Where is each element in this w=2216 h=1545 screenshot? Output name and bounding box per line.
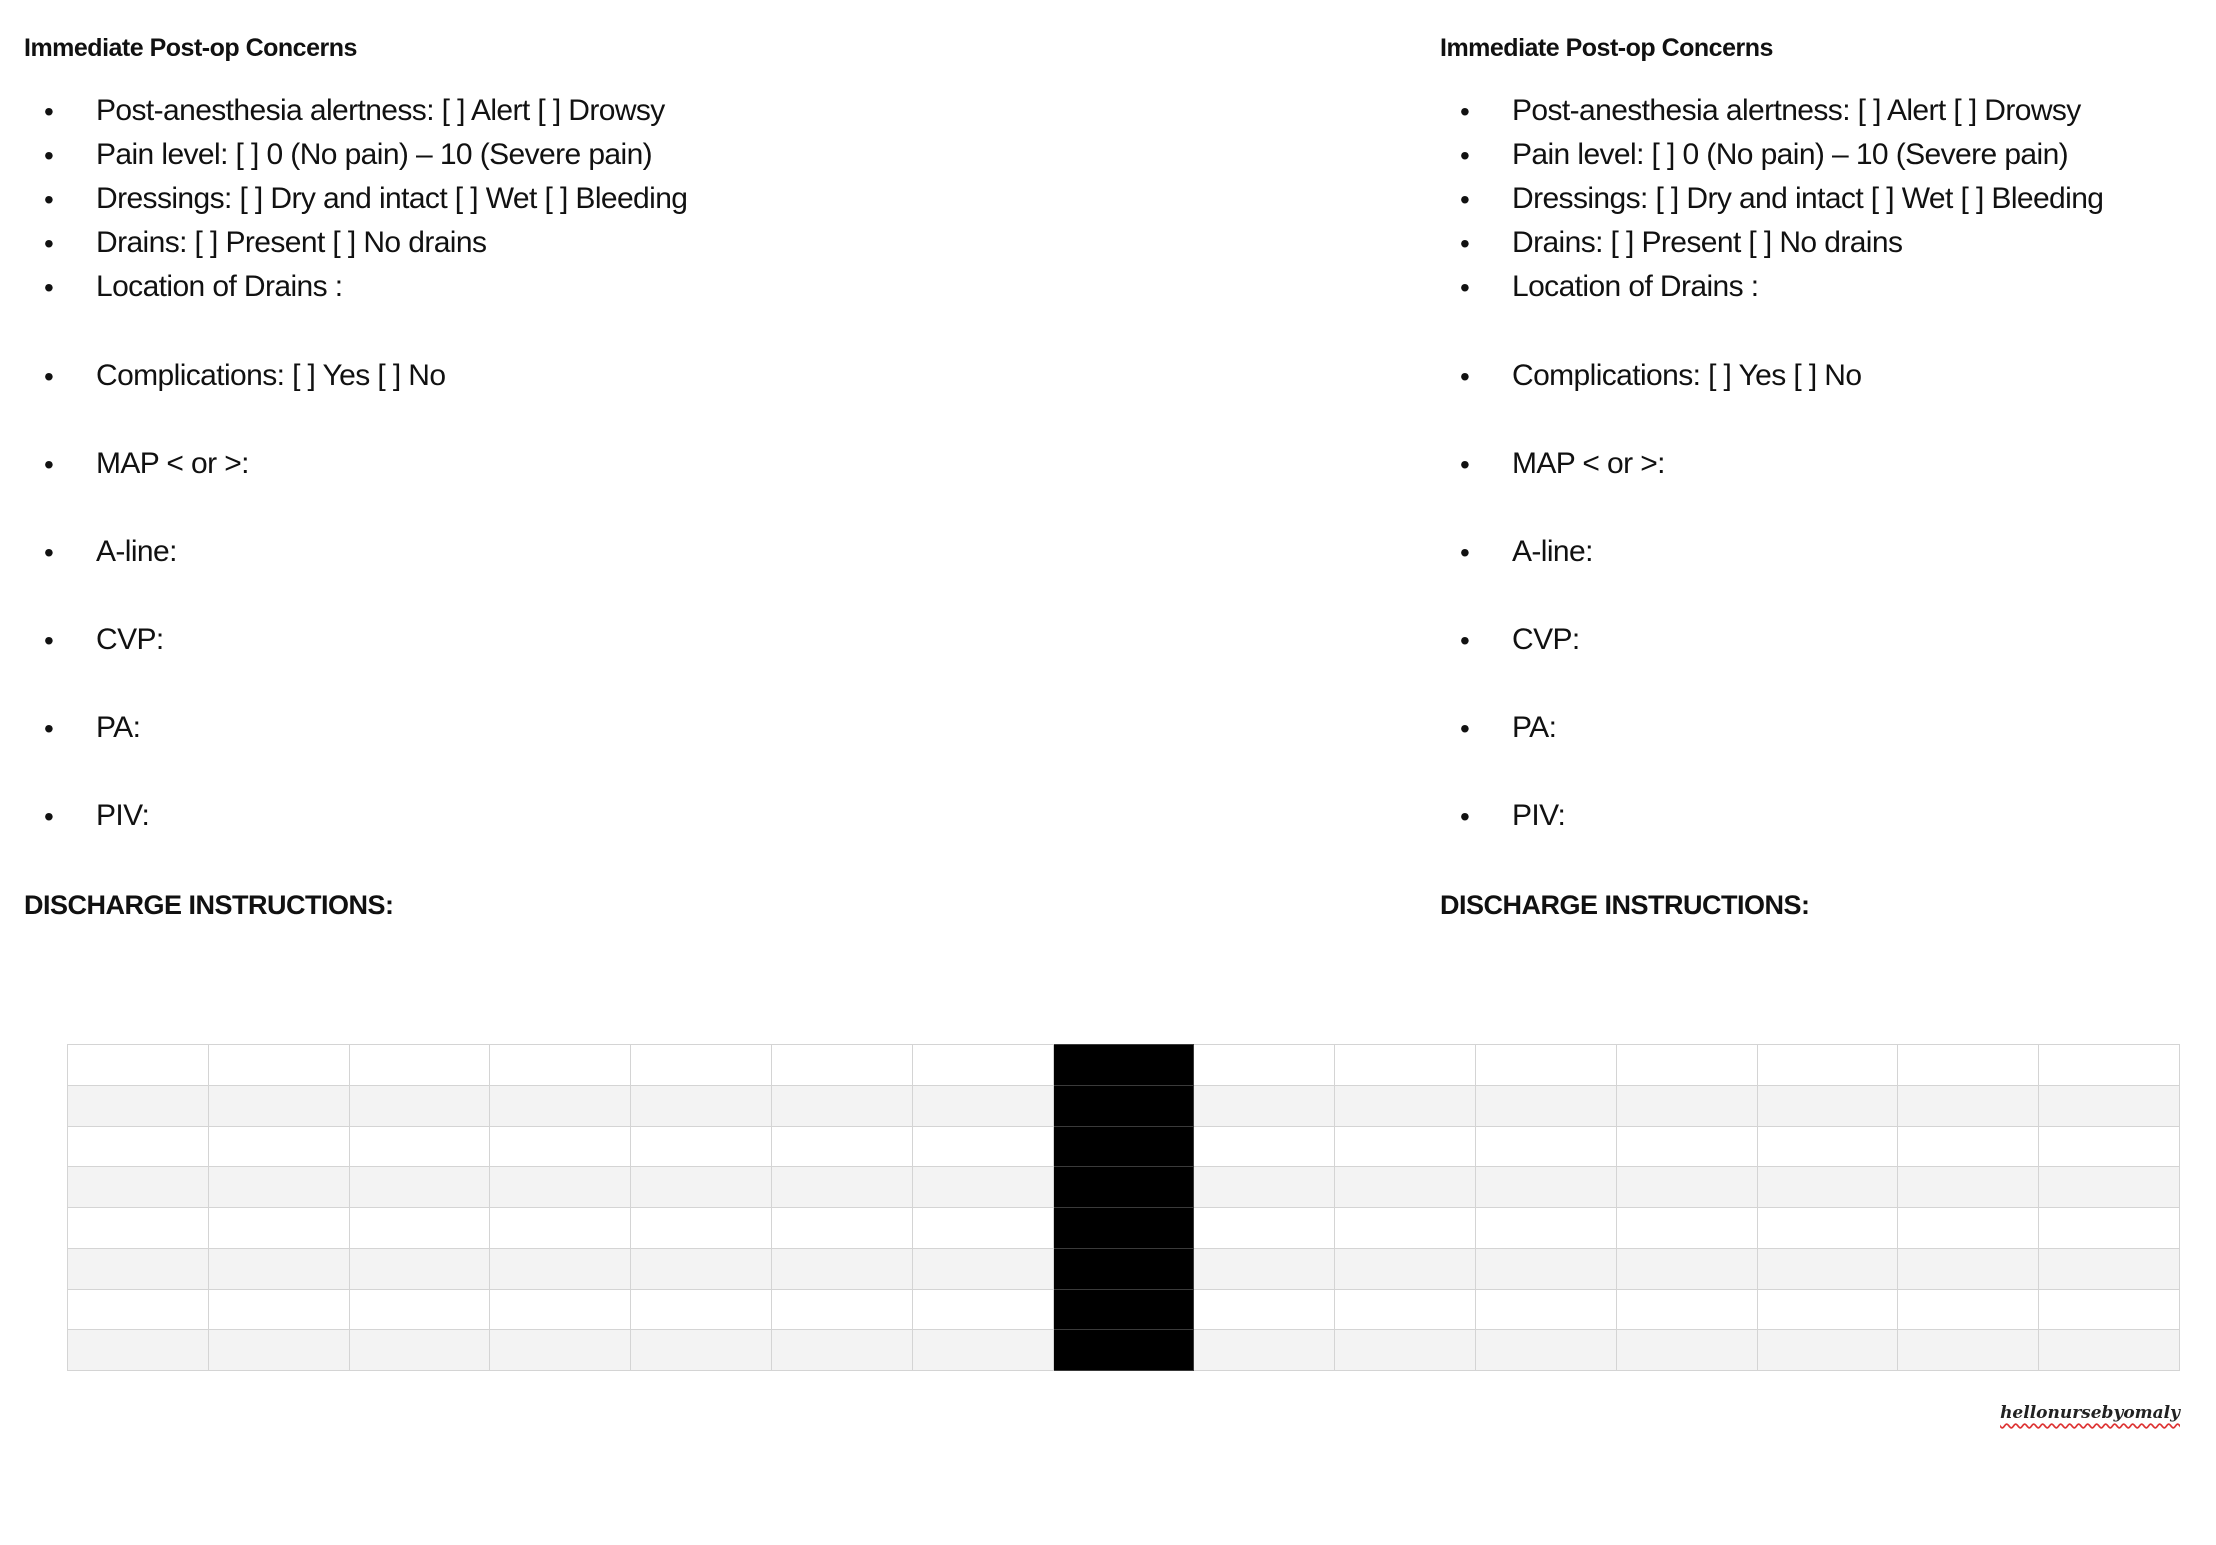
grid-cell xyxy=(1898,1126,2039,1167)
grid-cell xyxy=(2039,1330,2180,1371)
notes-grid xyxy=(67,1044,2180,1371)
bullet-icon: • xyxy=(1460,184,1470,215)
grid-cell xyxy=(631,1208,772,1249)
bullet-icon: • xyxy=(44,184,54,215)
grid-cell xyxy=(1757,1248,1898,1289)
grid-cell xyxy=(2039,1045,2180,1086)
grid-cell xyxy=(1898,1085,2039,1126)
grid-cell xyxy=(1475,1330,1616,1371)
bullet-icon: • xyxy=(1460,228,1470,259)
discharge-heading: DISCHARGE INSTRUCTIONS: xyxy=(24,890,394,920)
bullet-icon: • xyxy=(1460,272,1470,303)
grid-cell xyxy=(490,1330,631,1371)
grid-cell xyxy=(349,1085,490,1126)
bullet-icon: • xyxy=(1460,801,1470,832)
bullet-icon: • xyxy=(44,449,54,480)
grid-cell xyxy=(912,1085,1053,1126)
grid-cell xyxy=(349,1167,490,1208)
grid-row xyxy=(68,1248,2180,1289)
bullet-icon: • xyxy=(44,272,54,303)
bullet-icon: • xyxy=(1460,449,1470,480)
grid-cell xyxy=(490,1167,631,1208)
grid-cell xyxy=(1475,1126,1616,1167)
grid-cell xyxy=(349,1330,490,1371)
grid-row xyxy=(68,1167,2180,1208)
grid-row xyxy=(68,1330,2180,1371)
grid-cell xyxy=(490,1208,631,1249)
grid-cell xyxy=(1616,1167,1757,1208)
grid-cell-dark xyxy=(1053,1208,1194,1249)
grid-cell xyxy=(68,1208,209,1249)
grid-cell xyxy=(1616,1208,1757,1249)
grid-cell xyxy=(2039,1085,2180,1126)
grid-cell xyxy=(349,1248,490,1289)
grid-cell xyxy=(208,1167,349,1208)
grid-cell xyxy=(349,1045,490,1086)
grid-cell xyxy=(631,1330,772,1371)
grid-cell xyxy=(208,1330,349,1371)
grid-cell xyxy=(1335,1248,1476,1289)
bullet-icon: • xyxy=(44,228,54,259)
grid-cell-dark xyxy=(1053,1045,1194,1086)
grid-cell xyxy=(2039,1208,2180,1249)
grid-cell-dark xyxy=(1053,1085,1194,1126)
grid-cell xyxy=(1194,1126,1335,1167)
grid-cell xyxy=(349,1289,490,1330)
grid-cell xyxy=(912,1045,1053,1086)
grid-cell xyxy=(1757,1289,1898,1330)
grid-cell xyxy=(1194,1208,1335,1249)
grid-cell xyxy=(1335,1289,1476,1330)
grid-cell xyxy=(631,1167,772,1208)
grid-cell xyxy=(1616,1248,1757,1289)
grid-cell xyxy=(1335,1126,1476,1167)
grid-cell xyxy=(490,1289,631,1330)
grid-row xyxy=(68,1289,2180,1330)
grid-cell xyxy=(1757,1085,1898,1126)
grid-cell xyxy=(1335,1085,1476,1126)
grid-cell xyxy=(1898,1045,2039,1086)
grid-cell xyxy=(1475,1289,1616,1330)
grid-cell xyxy=(1475,1085,1616,1126)
grid-cell xyxy=(1475,1167,1616,1208)
grid-cell xyxy=(208,1126,349,1167)
grid-cell xyxy=(771,1126,912,1167)
grid-cell-dark xyxy=(1053,1167,1194,1208)
grid-cell xyxy=(771,1208,912,1249)
grid-row xyxy=(68,1126,2180,1167)
grid-cell xyxy=(771,1330,912,1371)
grid-cell xyxy=(1616,1289,1757,1330)
grid-cell xyxy=(1475,1045,1616,1086)
grid-cell xyxy=(1335,1167,1476,1208)
grid-cell xyxy=(1757,1126,1898,1167)
grid-cell xyxy=(208,1208,349,1249)
grid-cell xyxy=(1757,1330,1898,1371)
grid-cell xyxy=(68,1085,209,1126)
grid-cell xyxy=(2039,1167,2180,1208)
grid-cell xyxy=(912,1330,1053,1371)
grid-cell xyxy=(1616,1045,1757,1086)
grid-cell xyxy=(1757,1208,1898,1249)
grid-cell xyxy=(1194,1045,1335,1086)
grid-cell xyxy=(1475,1208,1616,1249)
grid-cell xyxy=(1335,1330,1476,1371)
grid-cell xyxy=(2039,1248,2180,1289)
bullet-icon: • xyxy=(44,625,54,656)
grid-cell xyxy=(349,1208,490,1249)
grid-cell xyxy=(771,1045,912,1086)
grid-cell xyxy=(1757,1167,1898,1208)
grid-cell xyxy=(912,1208,1053,1249)
grid-cell xyxy=(490,1045,631,1086)
grid-cell xyxy=(208,1045,349,1086)
grid-cell-dark xyxy=(1053,1248,1194,1289)
grid-cell xyxy=(1898,1289,2039,1330)
grid-cell-dark xyxy=(1053,1330,1194,1371)
grid-cell xyxy=(68,1045,209,1086)
grid-cell xyxy=(1898,1330,2039,1371)
grid-cell xyxy=(68,1248,209,1289)
grid-cell xyxy=(912,1289,1053,1330)
section-heading: Immediate Post-op Concerns xyxy=(24,34,357,62)
grid-cell xyxy=(1616,1085,1757,1126)
grid-cell xyxy=(1616,1330,1757,1371)
discharge-heading: DISCHARGE INSTRUCTIONS: xyxy=(1440,890,1810,920)
grid-cell xyxy=(771,1085,912,1126)
grid-cell xyxy=(490,1248,631,1289)
bullet-icon: • xyxy=(44,361,54,392)
grid-cell xyxy=(1898,1248,2039,1289)
grid-cell xyxy=(1194,1330,1335,1371)
grid-cell xyxy=(68,1126,209,1167)
grid-cell xyxy=(1757,1045,1898,1086)
grid-cell xyxy=(631,1248,772,1289)
grid-cell xyxy=(1194,1289,1335,1330)
grid-cell xyxy=(2039,1289,2180,1330)
grid-cell-dark xyxy=(1053,1289,1194,1330)
watermark: hellonursebyomaly xyxy=(2000,1403,2180,1423)
grid-cell xyxy=(771,1289,912,1330)
grid-cell xyxy=(349,1126,490,1167)
bullet-icon: • xyxy=(1460,96,1470,127)
section-heading: Immediate Post-op Concerns xyxy=(1440,34,1773,62)
bullet-icon: • xyxy=(44,801,54,832)
grid-cell xyxy=(1335,1208,1476,1249)
grid-cell xyxy=(68,1167,209,1208)
grid-cell xyxy=(1898,1167,2039,1208)
grid-row xyxy=(68,1085,2180,1126)
bullet-icon: • xyxy=(44,537,54,568)
grid-cell xyxy=(631,1045,772,1086)
grid-cell xyxy=(68,1330,209,1371)
grid-cell xyxy=(912,1167,1053,1208)
grid-cell xyxy=(208,1289,349,1330)
grid-cell xyxy=(490,1126,631,1167)
bullet-icon: • xyxy=(1460,537,1470,568)
grid-cell xyxy=(631,1289,772,1330)
grid-cell xyxy=(1898,1208,2039,1249)
grid-cell xyxy=(1616,1126,1757,1167)
grid-cell xyxy=(208,1085,349,1126)
grid-cell xyxy=(1194,1167,1335,1208)
grid-cell xyxy=(771,1167,912,1208)
bullet-icon: • xyxy=(1460,361,1470,392)
grid-cell xyxy=(631,1126,772,1167)
grid-cell xyxy=(208,1248,349,1289)
grid-cell-dark xyxy=(1053,1126,1194,1167)
bullet-icon: • xyxy=(1460,625,1470,656)
grid-cell xyxy=(771,1248,912,1289)
grid-cell xyxy=(1194,1248,1335,1289)
grid-row xyxy=(68,1045,2180,1086)
bullet-icon: • xyxy=(44,140,54,171)
grid-cell xyxy=(631,1085,772,1126)
grid-cell xyxy=(2039,1126,2180,1167)
grid-cell xyxy=(490,1085,631,1126)
bullet-icon: • xyxy=(1460,713,1470,744)
grid-cell xyxy=(1335,1045,1476,1086)
grid-cell xyxy=(1194,1085,1335,1126)
grid-cell xyxy=(912,1126,1053,1167)
bullet-icon: • xyxy=(1460,140,1470,171)
grid-cell xyxy=(68,1289,209,1330)
bullet-icon: • xyxy=(44,713,54,744)
bullet-icon: • xyxy=(44,96,54,127)
grid-cell xyxy=(912,1248,1053,1289)
grid-row xyxy=(68,1208,2180,1249)
grid-cell xyxy=(1475,1248,1616,1289)
